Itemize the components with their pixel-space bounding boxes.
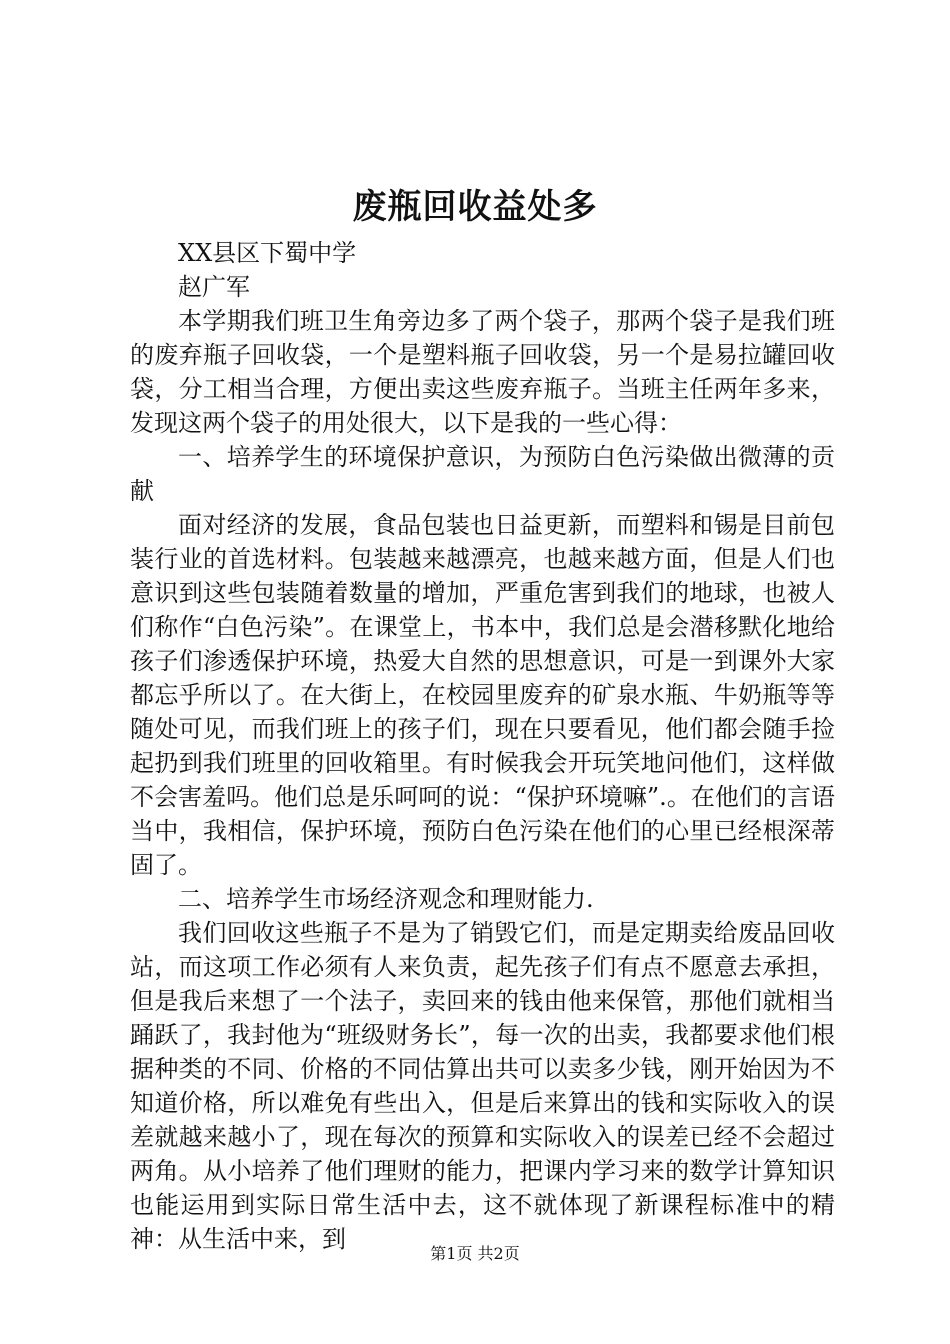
author-name: 赵广军 [178, 273, 250, 301]
page-footer: 第1页 共2页 [430, 1244, 520, 1263]
paragraph-intro: 本学期我们班卫生角旁边多了两个袋子，那两个袋子是我们班的废弃瓶子回收袋，一个是塑料瓶子回收袋，另一个是易拉罐回收袋，分工相当合理，方便出卖这些废弃瓶子。当班主任两年多来，发现这两个袋子的用处很大，以下是我的一些心得： [130, 307, 835, 437]
section-heading-1: 一、培养学生的环境保护意识，为预防白色污染做出微薄的贡献 [130, 443, 835, 505]
school-name: XX县区下蜀中学 [178, 239, 357, 267]
document-body [130, 236, 835, 1256]
paragraph-section-2: 我们回收这些瓶子不是为了销毁它们，而是定期卖给废品回收站，而这项工作必须有人来负责，起先孩子们有点不愿意去承担，但是我后来想了一个法子，卖回来的钱由他来保管，那他们就相当踊跃了，我封他为“班级财务长”，每一次的出卖，我都要求他们根据种类的不同、价格的不同估算出共可以卖多少钱，刚开始因为不知道价格，所以难免有些出入，但是后来算出的钱和实际收入的误差就越来越小了，现在每次的预算和实际收入的误差已经不会超过两角。从小培养了他们理财的能力，把课内学习来的数学计算知识也能运用到实际日常生活中去，这不就体现了新课程标准中的精神：从生活中来，到 [130, 919, 835, 1253]
section-heading-2: 二、培养学生市场经济观念和理财能力. [178, 885, 594, 913]
paragraph-section-1: 面对经济的发展，食品包装也日益更新，而塑料和锡是目前包装行业的首选材料。包装越来越漂亮，也越来越方面，但是人们也意识到这些包装随着数量的增加，严重危害到我们的地球，也被人们称作“白色污染”。在课堂上，书本中，我们总是会潜移默化地给孩子们渗透保护环境，热爱大自然的思想意识，可是一到课外大家都忘乎所以了。在大街上，在校园里废弃的矿泉水瓶、牛奶瓶等等随处可见，而我们班上的孩子们，现在只要看见，他们都会随手捡起扔到我们班里的回收箱里。有时候我会开玩笑地问他们，这样做不会害羞吗。他们总是乐呵呵的说：“保护环境嘛”.。在他们的言语当中，我相信，保护环境，预防白色污染在他们的心里已经根深蒂固了。 [130, 511, 835, 879]
document-title: 废瓶回收益处多 [352, 187, 598, 227]
